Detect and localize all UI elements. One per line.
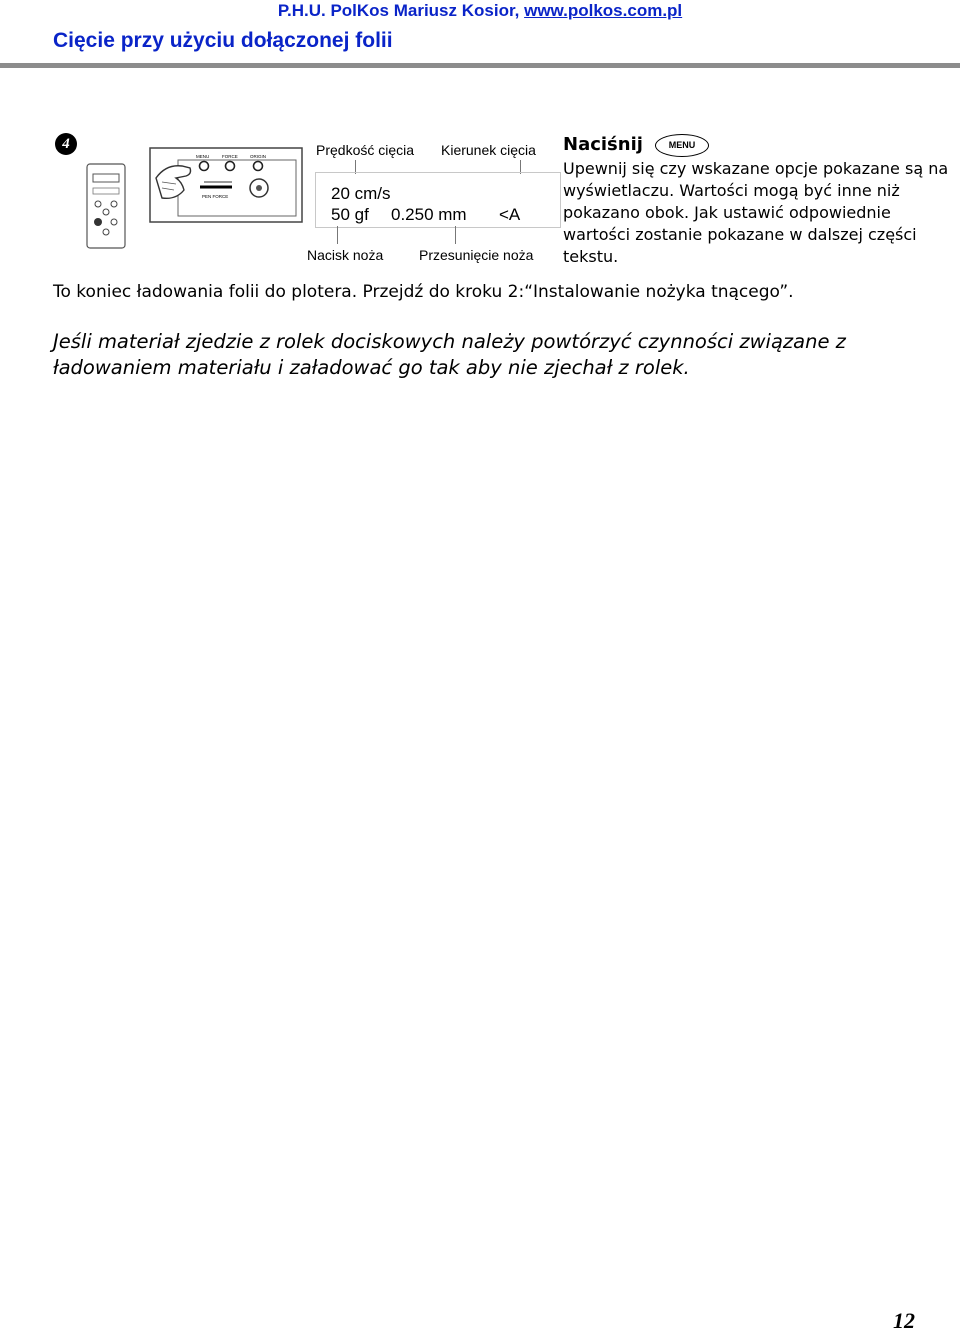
force-value: 50 gf [331,205,369,224]
company-name: P.H.U. PolKos Mariusz Kosior, [277,1,525,20]
page-title: Cięcie przy użyciu dołączonej folii [53,29,393,52]
offset-leader-line [455,226,456,244]
pen-force-label: PEN FORCE [202,194,229,199]
panel-force-label: FORCE [222,154,238,159]
offset-callout: Przesunięcie noża [419,247,534,263]
menu-key-icon: MENU [655,134,709,157]
force-callout: Nacisk noża [307,247,384,263]
force-leader-line [337,226,338,244]
step-number-badge: 4 [55,133,77,155]
press-label: Naciśnij [563,134,643,155]
lcd-display [315,172,561,228]
panel-menu-label: MENU [196,154,210,159]
offset-value: 0.250 mm [391,205,467,224]
speed-callout: Prędkość cięcia [316,142,415,158]
page-number: 12 [893,1308,915,1333]
direction-callout: Kierunek cięcia [441,142,536,158]
panel-origin-label: ORIGIN [250,154,267,159]
note-text: Jeśli materiał zjedzie z rolek dociskowych należy powtórzyć czynności związane z ładowaniem materiału i załadować go tak aby nie zjechał z rolek. [53,330,846,379]
instruction-text: Upewnij się czy wskazane opcje pokazane są na wyświetlaczu. Wartości mogą być inne niż pokazano obok. Jak ustawić odpowiednie wartości zostanie pokazane w dalszej części tekstu. [563,159,949,266]
header-divider [0,63,960,68]
control-panel-illustration [82,136,307,258]
company-header [0,1,960,21]
completion-text: To koniec ładowania folii do plotera. Przejdź do kroku 2:“Instalowanie nożyka tnącego”. [53,282,794,302]
direction-value: <A [499,205,521,224]
speed-value: 20 cm/s [331,184,391,203]
website-link[interactable]: www.polkos.com.pl [524,1,683,20]
